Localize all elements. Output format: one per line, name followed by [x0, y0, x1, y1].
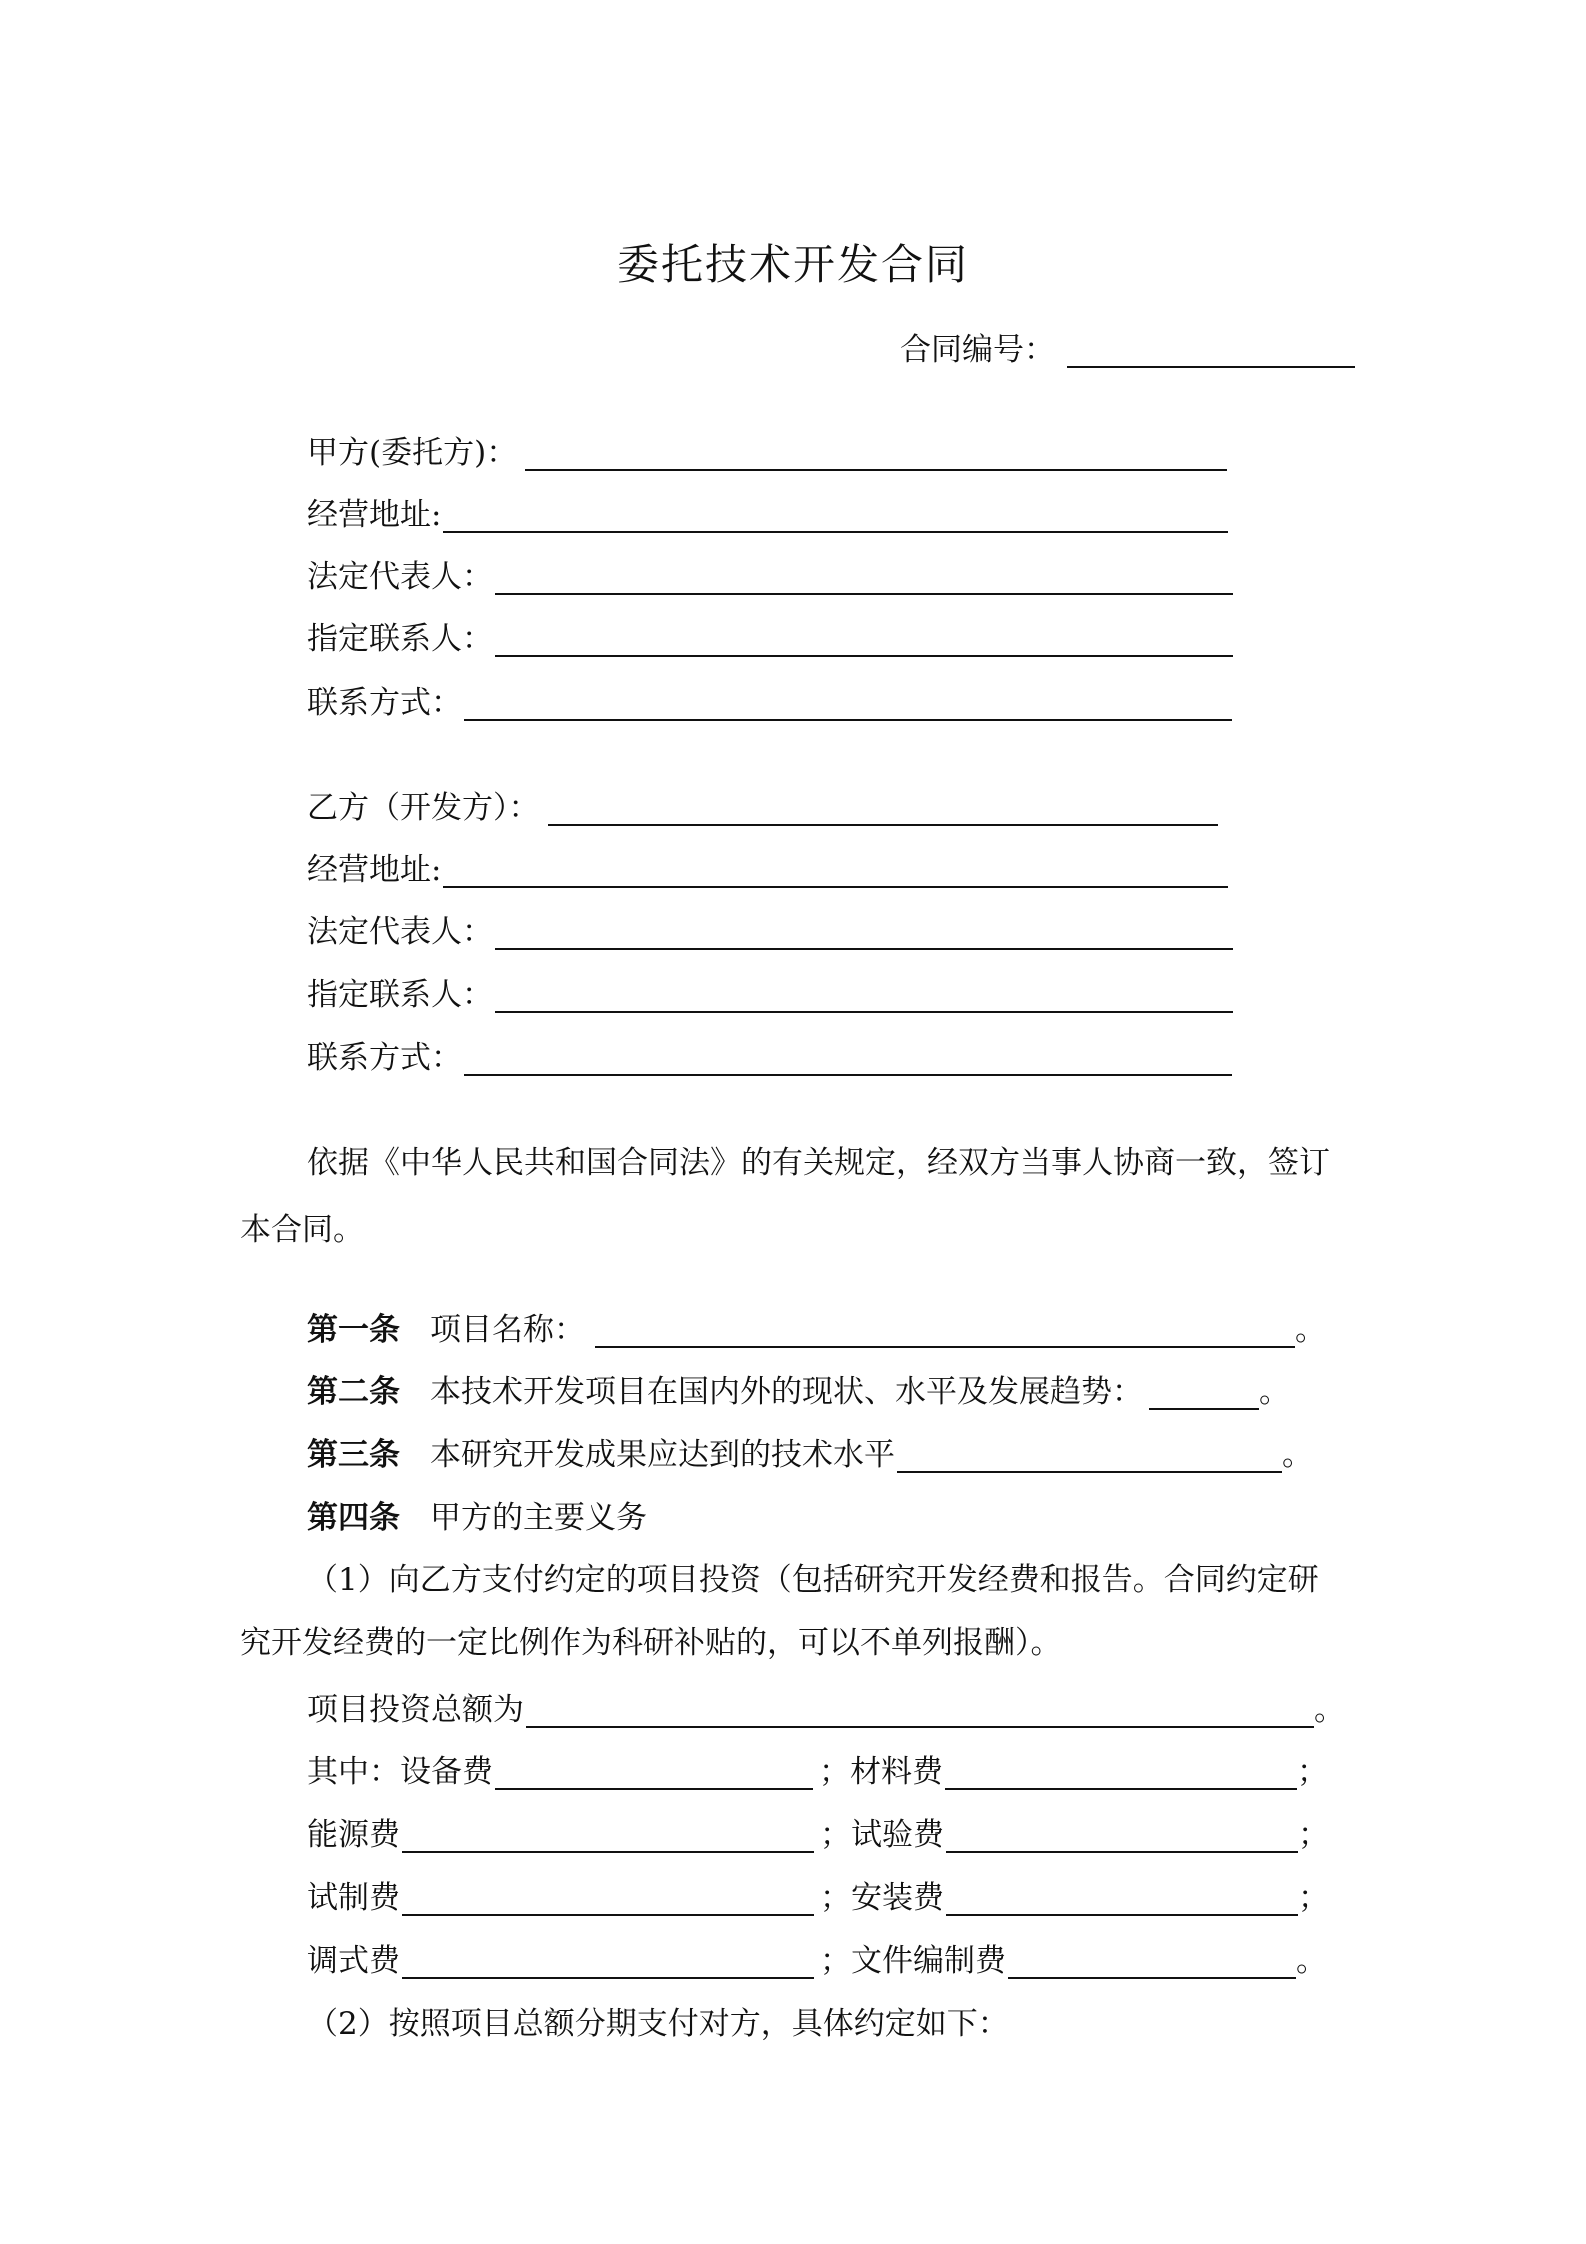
party-b-address-row: [307, 850, 1228, 890]
article-2-end: 。: [1259, 1374, 1290, 1410]
party-b-address-field[interactable]: [443, 852, 1228, 888]
clause-2-text: （2）按照项目总额分期支付对方，具体约定如下：: [307, 2006, 1009, 2042]
installation-fee-field[interactable]: [946, 1880, 1298, 1916]
domestic-status-field[interactable]: [1149, 1374, 1259, 1410]
party-a-contact-person-label: 指定联系人：: [307, 621, 493, 657]
contract-number-row: [900, 330, 1355, 370]
documentation-fee-label: 文件编制费: [851, 1943, 1006, 1979]
intro-text-2: 本合同。: [240, 1212, 364, 1248]
article-1-row: [307, 1310, 1326, 1350]
materials-fee-field[interactable]: [945, 1754, 1297, 1790]
intro-text-1: 依据《中华人民共和国合同法》的有关规定，经双方当事人协商一致，签订: [307, 1145, 1330, 1181]
document-title: 委托技术开发合同: [616, 240, 969, 289]
party-a-legal-rep-row: [307, 557, 1233, 597]
article-1-label: 第一条: [307, 1312, 400, 1348]
clause-1-text-2: 究开发经费的一定比例作为科研补贴的，可以不单列报酬）。: [240, 1625, 1062, 1661]
clause-1-line-1: [307, 1560, 1319, 1600]
party-b-address-label: 经营地址:: [307, 852, 442, 888]
period-mark: 。: [1296, 1943, 1327, 1979]
party-a-contact-person-row: [307, 619, 1233, 659]
article-1-text: 项目名称：: [430, 1312, 585, 1348]
trial-fee-field[interactable]: [402, 1880, 814, 1916]
party-b-legal-rep-field[interactable]: [495, 914, 1233, 950]
party-b-legal-rep-row: [307, 912, 1233, 952]
party-a-contact-method-row: [307, 683, 1232, 723]
total-investment-row: [307, 1690, 1345, 1730]
party-a-name-field[interactable]: [525, 435, 1227, 471]
contract-number-field[interactable]: [1067, 332, 1355, 368]
separator: ；: [1298, 1817, 1329, 1853]
debugging-fee-field[interactable]: [402, 1943, 814, 1979]
party-b-contact-method-row: [307, 1038, 1232, 1078]
separator: ；: [1298, 1880, 1329, 1916]
debugging-fee-label: 调式费: [307, 1943, 400, 1979]
separator: ；: [820, 1943, 851, 1979]
party-b-contact-method-label: 联系方式：: [307, 1040, 462, 1076]
documentation-fee-field[interactable]: [1008, 1943, 1296, 1979]
energy-fee-field[interactable]: [402, 1817, 814, 1853]
installation-fee-label: 安装费: [851, 1880, 944, 1916]
party-a-name-row: [307, 433, 1227, 473]
separator: ；: [820, 1880, 851, 1916]
party-b-name-field[interactable]: [548, 790, 1218, 826]
project-name-field[interactable]: [595, 1312, 1295, 1348]
party-b-contact-person-label: 指定联系人：: [307, 977, 493, 1013]
separator: ；: [1297, 1754, 1328, 1790]
technical-level-field[interactable]: [897, 1437, 1282, 1473]
party-a-address-row: [307, 495, 1228, 535]
total-investment-end: 。: [1314, 1692, 1345, 1728]
article-3-label: 第三条: [307, 1437, 400, 1473]
materials-fee-label: 材料费: [850, 1754, 943, 1790]
testing-fee-field[interactable]: [946, 1817, 1298, 1853]
party-a-address-field[interactable]: [443, 497, 1228, 533]
article-3-text: 本研究开发成果应达到的技术水平: [430, 1437, 895, 1473]
trial-fee-label: 试制费: [307, 1880, 400, 1916]
party-a-legal-rep-field[interactable]: [495, 559, 1233, 595]
article-4-text: 甲方的主要义务: [430, 1500, 647, 1536]
article-3-end: 。: [1282, 1437, 1313, 1473]
clause-2-row: [307, 2004, 1009, 2044]
total-investment-label: 项目投资总额为: [307, 1692, 524, 1728]
party-b-name-row: [307, 788, 1218, 828]
intro-line-2: [240, 1210, 364, 1250]
party-b-contact-person-field[interactable]: [495, 977, 1233, 1013]
article-2-label: 第二条: [307, 1374, 400, 1410]
party-a-contact-method-field[interactable]: [464, 685, 1232, 721]
total-investment-field[interactable]: [526, 1692, 1314, 1728]
clause-1-line-2: [240, 1623, 1062, 1663]
party-b-contact-person-row: [307, 975, 1233, 1015]
energy-fee-label: 能源费: [307, 1817, 400, 1853]
including-label: 其中：: [307, 1754, 400, 1790]
cost-row-1: [307, 1752, 1328, 1792]
party-a-contact-method-label: 联系方式：: [307, 685, 462, 721]
intro-line-1: [307, 1143, 1330, 1183]
cost-row-3: [307, 1878, 1329, 1918]
equipment-fee-label: 设备费: [400, 1754, 493, 1790]
clause-1-text-1: （1）向乙方支付约定的项目投资（包括研究开发经费和报告。合同约定研: [307, 1562, 1319, 1598]
party-a-contact-person-field[interactable]: [495, 621, 1233, 657]
testing-fee-label: 试验费: [851, 1817, 944, 1853]
party-a-name-label: 甲方(委托方)：: [307, 435, 518, 471]
article-1-end: 。: [1295, 1312, 1326, 1348]
article-3-row: [307, 1435, 1313, 1475]
equipment-fee-field[interactable]: [495, 1754, 813, 1790]
party-b-legal-rep-label: 法定代表人：: [307, 914, 493, 950]
article-2-text: 本技术开发项目在国内外的现状、水平及发展趋势：: [430, 1374, 1143, 1410]
cost-row-2: [307, 1815, 1329, 1855]
party-a-address-label: 经营地址:: [307, 497, 442, 533]
contract-number-label: 合同编号：: [900, 332, 1055, 368]
party-b-contact-method-field[interactable]: [464, 1040, 1232, 1076]
separator: ；: [819, 1754, 850, 1790]
article-2-row: [307, 1372, 1290, 1412]
article-4-row: [307, 1498, 647, 1538]
article-4-label: 第四条: [307, 1500, 400, 1536]
party-b-name-label: 乙方（开发方）：: [307, 790, 540, 826]
separator: ；: [820, 1817, 851, 1853]
cost-row-4: [307, 1941, 1327, 1981]
party-a-legal-rep-label: 法定代表人：: [307, 559, 493, 595]
